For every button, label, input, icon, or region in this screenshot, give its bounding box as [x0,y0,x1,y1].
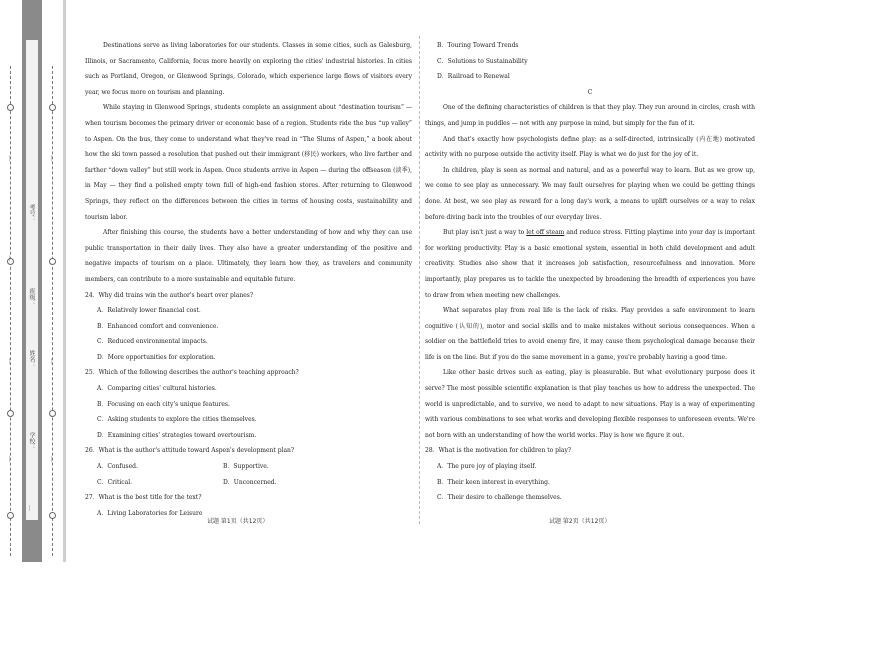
option-28a: A．The pure joy of playing itself. [437,463,537,471]
passage-paragraph: While staying in Glenwood Springs, students complete an assignment about “destination tourism” — when tourism becomes the primary driver or economic base of a region. Students ride the bus “up valley” to Aspen. On the bus, they come to understand what they've read in “The Slums of Aspen,” a book about how the ski town passed a resolution that pushed out their immigrant (移民) workers, who live farther and farther “down valley” but still work in Aspen. Once students arrive in Aspen — during the offseason (淡季), in May — they find a polished empty town full of high-end fashion stores. After returning to Glenwood Springs, they reflect on the differences between the cities in terms of housing costs, sustainability and tourism labor. [85,104,412,221]
option-26c: C．Critical. [97,478,133,486]
name-label: 姓名： [28,350,35,368]
option-24c: C．Reduced environmental impacts. [97,338,208,346]
class-label: 班级： [28,288,35,306]
option-26a: A．Confused. [97,463,138,471]
binding-marker: … [7,456,14,462]
passage-paragraph: And that's exactly how psychologists define play: as a self-directed, intrinsically (内在地) motivated activity with no purpose outside the activity itself. Play is what we do just for the joy of it. [425,135,755,159]
paragraph-text: But play isn't just a way to [443,229,527,237]
passage-paragraph: Like other basic drives such as eating, play is pleasurable. But what evolutionary purpose does it serve? The most possible scientific explanation is that play teaches us how to address the unexpected. The world is unpredictable, and to survive, we need to adapt to new situations. Play is a way of experimenting with various combinations to see what works and developing flexible responses to unforeseen events. We're not born with an understanding of how the world works. Play is how we figure it out. [425,369,755,439]
binding-marker: … [7,255,14,261]
binding-marker: … [7,155,14,161]
section-heading: C [587,88,593,96]
binding-marker: … [49,155,56,161]
paragraph-text: and reduce stress. Fitting playtime into your day is important for working productivity. Play is a basic emotional system, essential in both child development and adult creativity. Studies also show that it increases job satisfaction, resourcefulness and innovation. More importantly, play prepares us to tackle the unexpected by broadening the breadth of experiences you have to draw from when meeting new challenges. [425,229,756,299]
school-label: 学校： [28,432,35,450]
option-27c: C．Solutions to Sustainability [437,57,528,65]
option-25b: B．Focusing on each city's unique features. [97,400,230,408]
option-25c: C．Asking students to explore the cities themselves. [97,416,257,424]
binding-hole [49,512,56,519]
inner-cut-line [52,66,53,556]
left-column [85,38,412,521]
binding-marker: … [49,456,56,462]
right-column [425,38,755,506]
option-27b: B．Touring Toward Trends [437,42,519,49]
binding-strip [22,0,42,562]
option-27a: A．Living Laboratories for Leisure [97,509,203,517]
option-26b: B．Supportive. [223,463,269,471]
options-26-row2 [85,475,412,491]
question-25: 25．Which of the following describes the author's teaching approach? [85,369,299,377]
option-25d: D．Examining cities' strategies toward overtourism. [97,431,257,439]
exam-number-label: 考号： [28,204,35,222]
page-footer-2: 试题 第2页（共12页） [549,518,611,525]
page-footer-1: 试题 第1页（共12页） [207,518,269,525]
option-27d: D．Railroad to Renewal [437,73,510,81]
option-28b: B．Their keen interest in everything. [437,478,550,486]
passage-paragraph: One of the defining characteristics of children is that they play. They run around in circles, crash with things, and jump in puddles — not with any purpose in mind, but simply for the fun of it. [425,104,755,127]
binding-hole [49,410,56,417]
question-27: 27．What is the best title for the text? [85,494,202,502]
options-26-row1 [85,459,412,475]
binding-hole [7,410,14,417]
binding-marker: … [7,358,14,364]
underlined-phrase: let off steam [526,229,565,237]
question-26: 26．What is the author's attitude toward Aspen's development plan? [85,447,295,455]
binding-marker: … [27,505,34,511]
option-26d: D．Unconcerned. [223,478,277,486]
column-divider [419,36,420,524]
passage-paragraph: What separates play from real life is the lack of risks. Play provides a safe environment to learn cognitive (认知的), motor and social skills and to make mistakes without serious consequences. When a soldier on the battlefield tries to avoid enemy fire, it may cause them psychological damage because their life is on the line. But if you do the same movement in a game, you're probably having a good time. [425,307,755,361]
binding-bar [63,0,66,562]
passage-paragraph: Destinations serve as living laboratories for our students. Classes in some cities, such as Galesburg, Illinois, or Sacramento, California, focus more heavily on exploring the cities' industrial histories. In cities such as Portland, Oregon, or Glenwood Springs, Colorado, which experience large flows of visitors every year, we focus more on tourism and planning. [85,42,412,96]
option-24a: A．Relatively lower financial cost. [97,307,201,315]
option-28c: C．Their desire to challenge themselves. [437,494,562,502]
option-24d: D．More opportunities for exploration. [97,353,216,361]
outer-cut-line [10,66,11,556]
question-28: 28．What is the motivation for children to play? [425,447,572,455]
passage-paragraph: In children, play is seen as normal and natural, and as a powerful way to learn. But as we grow up, we come to see play as unnecessary. We may fault ourselves for playing when we could be getting things done. At best, we see play as reward for a long day's work, a means to uplift ourselves or a way to relax before diving back into the troubles of our everyday lives. [425,166,755,221]
passage-paragraph: After finishing this course, the students have a better understanding of how and why they can use public transportation in their daily lives. They also have a greater understanding of the positive and negative impacts of tourism on a place. Ultimately, they learn how they, as travelers and community members, can contribute to a more sustainable and equitable future. [85,229,412,283]
binding-hole [49,258,56,265]
option-24b: B．Enhanced comfort and convenience. [97,322,219,330]
binding-margin [0,0,70,562]
binding-marker: … [49,358,56,364]
option-25a: A．Comparing cities' cultural histories. [97,385,217,393]
binding-hole [7,512,14,519]
binding-hole [7,104,14,111]
question-24: 24．Why did trains win the author's heart over planes? [85,291,254,299]
passage-paragraph [425,225,755,303]
binding-hole [49,104,56,111]
